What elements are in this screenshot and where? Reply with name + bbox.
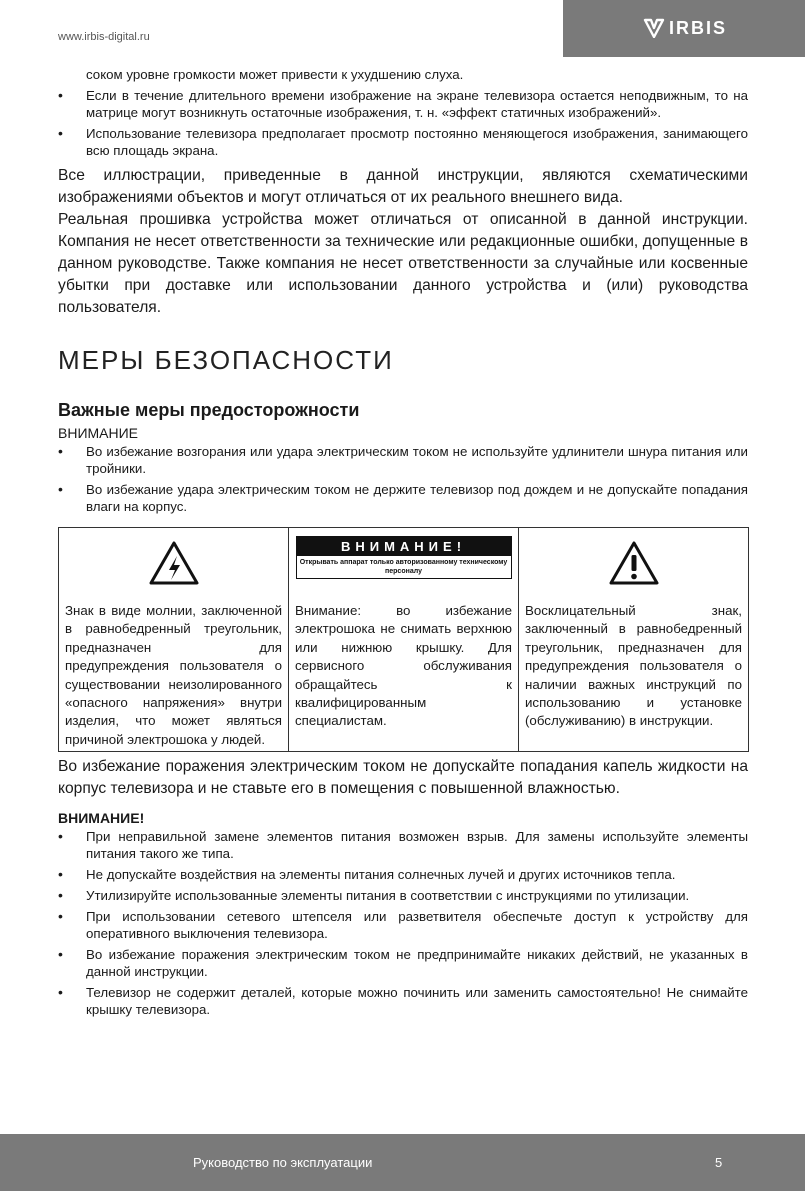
paragraph-moisture: Во избежание поражения электрическим током не допускайте попадания капель жидкости на корпус телевизора и не ставьте его в помещения с повышенной влажностью. [58,758,748,798]
footer-title: Руководство по эксплуатации [193,1155,373,1170]
exclamation-description: Восклицательный знак, заключенный в равнобедренный треугольник, предназначен для предупреждения пользователя о наличии важных инструкций по использованию и установке (обслуживанию) в инструкции. [525,603,742,729]
caution-label [296,536,512,579]
paragraph-illustrations: Все иллюстрации, приведенные в данной инструкции, являются схематическими изображениями объектов и могут отличаться от их реального внешнего вида. [58,167,748,206]
exclamation-triangle-icon [608,540,660,586]
battery-attention-label: ВНИМАНИЕ! [58,810,145,827]
list-item: • При использовании сетевого штепселя или разветвителя обеспечьте доступ к устройству для оперативного выключения телевизора. [58,908,748,942]
list-item: • Во избежание поражения электрическим током не предпринимайте никаких действий, не указанных в данной инструкции. [58,946,748,980]
intro-bullet-list [58,66,748,159]
lightning-triangle-icon [148,540,200,586]
table-cell-lightning [59,528,289,752]
site-url: www.irbis-digital.ru [58,31,150,43]
caution-description: Внимание: во избежание электрошока не снимать верхнюю или нижнюю крышку. Для сервисного обслуживания обращайтесь к квалифицированным специалистам. [295,603,512,729]
list-item: • Утилизируйте использованные элементы питания в соответствии с инструкциями по утилизации. [58,887,748,904]
list-item: • Во избежание удара электрическим током не держите телевизор под дождем и не допускайте попадания влаги на корпус. [58,481,748,515]
warning-symbols-table [58,527,749,752]
list-item: • Во избежание возгорания или удара электрическим током не используйте удлинители шнура питания или тройники. [58,443,748,477]
page-content [58,66,748,1022]
subsection-title: Важные меры предосторожности [58,400,360,420]
attention-bullet-list [58,443,748,515]
battery-bullet-list [58,828,748,1018]
list-item: • При неправильной замене элементов питания возможен взрыв. Для замены используйте элементы питания такого же типа. [58,828,748,862]
list-item: • Если в течение длительного времени изображение на экране телевизора остается неподвижным, то на матрице могут возникнуть остаточные изображения, т. н. «эффект статичных изображений». [58,87,748,121]
lightning-description: Знак в виде молнии, заключенной в равнобедренный треугольник, предназначен для предупреждения пользователя о существовании неизолированного «опасного напряжения» внутри изделия, что может являться причиной электрошока у людей. [65,603,282,747]
caution-label-title: ВНИМАНИЕ! [297,537,511,556]
brand-header-box [563,0,805,57]
list-item: • Использование телевизора предполагает просмотр постоянно меняющегося изображения, занимающего всю площадь экрана. [58,125,748,159]
section-title: МЕРЫ БЕЗОПАСНОСТИ [58,345,394,375]
paragraph-firmware: Реальная прошивка устройства может отличаться от описанной в данной инструкции. Компания не несет ответственности за технические или редакционные ошибки, допущенные в данном руководстве. Также компания не несет ответственности за случайные или косвенные убытки при доставке или использовании данного устройства и (или) руководства пользователя. [58,211,748,316]
brand-logo [643,17,727,39]
table-cell-caution [289,528,519,752]
list-item: • Не допускайте воздействия на элементы питания солнечных лучей и других источников тепла. [58,866,748,883]
page-number: 5 [715,1155,723,1170]
page-footer [0,1134,805,1191]
caution-label-subtitle: Открывать аппарат только авторизованному техническому персоналу [297,556,511,578]
brand-mark-icon [643,18,665,38]
list-item: соком уровне громкости может привести к ухудшению слуха. [86,67,464,82]
list-item: • Телевизор не содержит деталей, которые можно починить или заменить самостоятельно! Не снимайте крышку телевизора. [58,984,748,1018]
brand-name: IRBIS [669,17,728,38]
table-cell-exclamation [519,528,749,752]
attention-label: ВНИМАНИЕ [58,425,139,441]
